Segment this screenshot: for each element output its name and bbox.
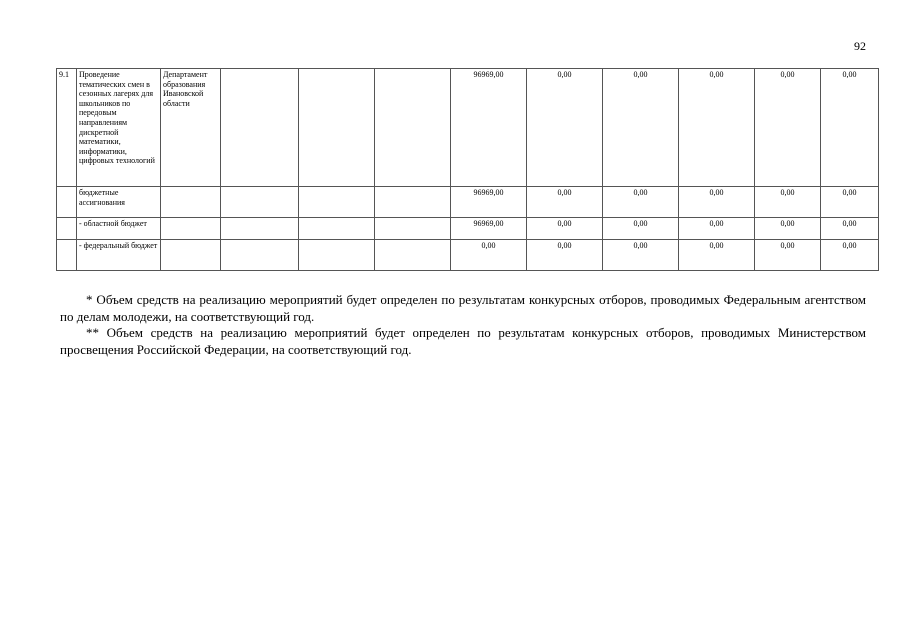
year-value: 0,00: [527, 240, 603, 271]
budget-table: [56, 68, 879, 271]
empty-cell: [57, 187, 77, 218]
event-name: Проведение тематических смен в сезонных лагерях для школьников по передовым направлениям дискретной математики, информатики, цифровых технологий: [77, 69, 161, 187]
table-row-main: [57, 69, 879, 187]
page-number: 92: [854, 39, 866, 53]
empty-cell: [161, 218, 221, 240]
executor-name: Департамент образования Ивановской области: [161, 69, 221, 187]
empty-cell: [299, 240, 375, 271]
year-value: 0,00: [679, 240, 755, 271]
empty-cell: [57, 240, 77, 271]
footnote-double-asterisk: ** Объем средств на реализацию мероприятий будет определен по результатам конкурсных отборов, проводимых Министерством просвещения Российской Федерации, на соответствующий год.: [60, 325, 866, 357]
year-value: 0,00: [755, 69, 821, 187]
total-value: 96969,00: [451, 69, 527, 187]
year-value: 0,00: [527, 218, 603, 240]
year-value: 0,00: [821, 187, 879, 218]
sub-row-label: - федеральный бюджет: [77, 240, 161, 271]
year-value: 0,00: [603, 218, 679, 240]
year-value: 0,00: [755, 240, 821, 271]
year-value: 0,00: [679, 187, 755, 218]
empty-cell: [221, 187, 299, 218]
sub-row-label: - областной бюджет: [77, 218, 161, 240]
year-value: 0,00: [755, 218, 821, 240]
empty-cell: [299, 218, 375, 240]
empty-cell: [375, 240, 451, 271]
total-value: 96969,00: [451, 187, 527, 218]
year-value: 0,00: [821, 218, 879, 240]
year-value: 0,00: [527, 69, 603, 187]
year-value: 0,00: [527, 187, 603, 218]
empty-cell: [221, 69, 299, 187]
empty-cell: [375, 69, 451, 187]
footnote-single-asterisk: * Объем средств на реализацию мероприятий будет определен по результатам конкурсных отборов, проводимых Федеральным агентством по делам молодежи, на соответствующий год.: [60, 292, 866, 324]
year-value: 0,00: [679, 218, 755, 240]
empty-cell: [375, 218, 451, 240]
empty-cell: [299, 187, 375, 218]
total-value: 0,00: [451, 240, 527, 271]
empty-cell: [221, 218, 299, 240]
table-row-regional-budget: [57, 218, 879, 240]
year-value: 0,00: [603, 240, 679, 271]
year-value: 0,00: [603, 69, 679, 187]
year-value: 0,00: [679, 69, 755, 187]
table-row-budget-allocations: [57, 187, 879, 218]
table-row-federal-budget: [57, 240, 879, 271]
year-value: 0,00: [603, 187, 679, 218]
row-index: 9.1: [57, 69, 77, 187]
sub-row-label: бюджетные ассигнования: [77, 187, 161, 218]
year-value: 0,00: [821, 69, 879, 187]
total-value: 96969,00: [451, 218, 527, 240]
year-value: 0,00: [821, 240, 879, 271]
empty-cell: [161, 240, 221, 271]
empty-cell: [57, 218, 77, 240]
empty-cell: [375, 187, 451, 218]
empty-cell: [299, 69, 375, 187]
year-value: 0,00: [755, 187, 821, 218]
footnotes: [60, 292, 866, 358]
empty-cell: [161, 187, 221, 218]
empty-cell: [221, 240, 299, 271]
